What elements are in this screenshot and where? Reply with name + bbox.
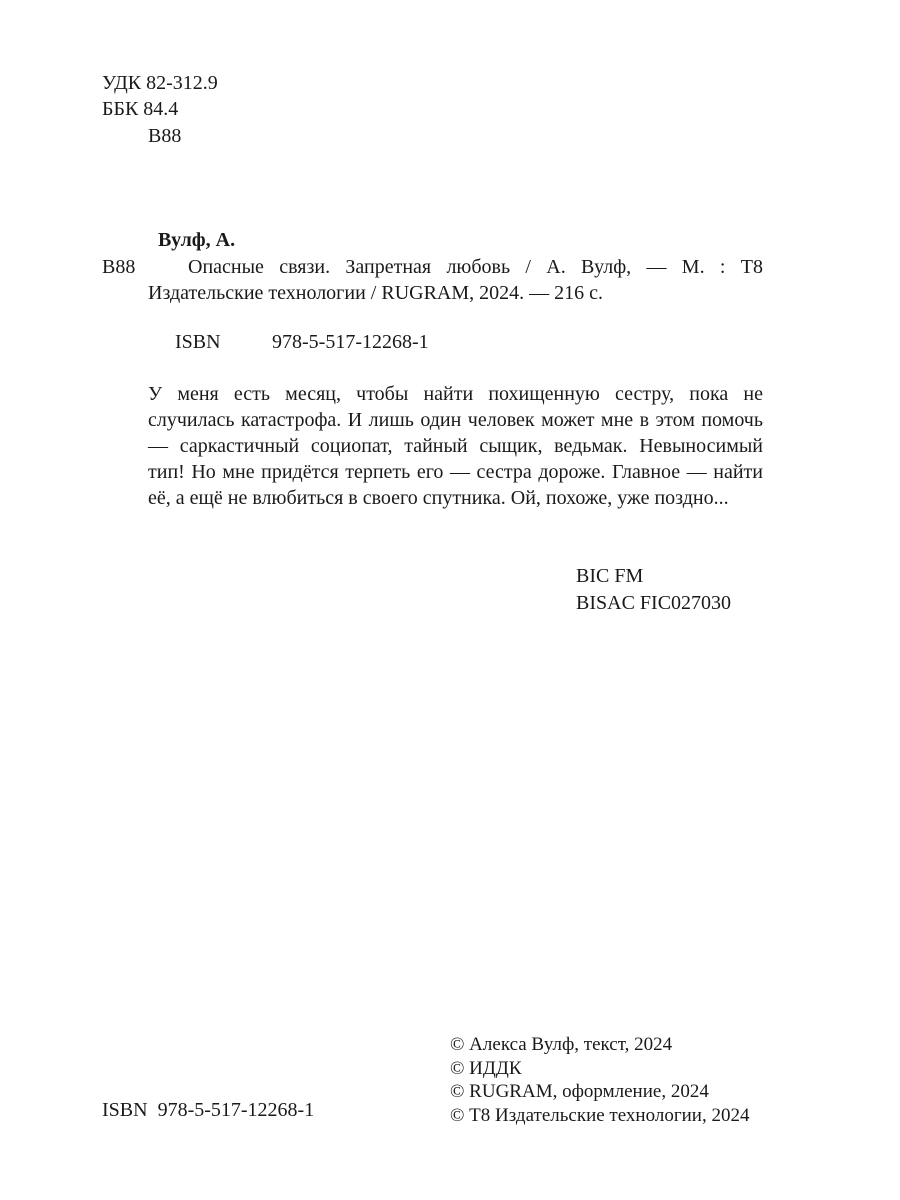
title-line: Опасные связи. Запретная любовь / А. Вулф, — М. : Т8 (188, 256, 763, 278)
bbk-code: ББК 84.4 (102, 98, 179, 120)
copyright-line: © Алекса Вулф, текст, 2024 (450, 1034, 673, 1055)
author-code-record: В88 (102, 256, 136, 278)
bisac-code: BISAC FIC027030 (576, 592, 732, 614)
udk-code: УДК 82-312.9 (102, 72, 218, 94)
copyright-line: © ИДДК (450, 1057, 522, 1079)
author-heading: Вулф, А. (158, 229, 236, 251)
annotation-text: У меня есть месяц, чтобы найти похищенную сестру, пока не случилась катастрофа. И лишь один человек может мне в этом помочь — саркастичный социопат, тайный сыщик, ведьмак. Невыносимый тип! Но мне придётся терпеть его — сестра дороже. Главное — найти её, а ещё не влюбиться в своего спутника. Ой, похоже, уже поздно... (148, 383, 763, 509)
footer-isbn: ISBN 978-5-517-12268-1 (102, 1099, 315, 1121)
bic-code: BIC FM (576, 565, 644, 587)
isbn-value: 978-5-517-12268-1 (272, 331, 429, 353)
publisher-line: Издательские технологии / RUGRAM, 2024. — 216 с. (148, 282, 604, 304)
author-code: В88 (148, 125, 182, 147)
copyright-block (450, 1033, 749, 1127)
bibliographic-description (148, 254, 763, 306)
copyright-line: © Т8 Издательские технологии, 2024 (450, 1104, 750, 1126)
copyright-line: © RUGRAM, оформление, 2024 (450, 1081, 709, 1102)
isbn-label: ISBN (175, 331, 221, 353)
